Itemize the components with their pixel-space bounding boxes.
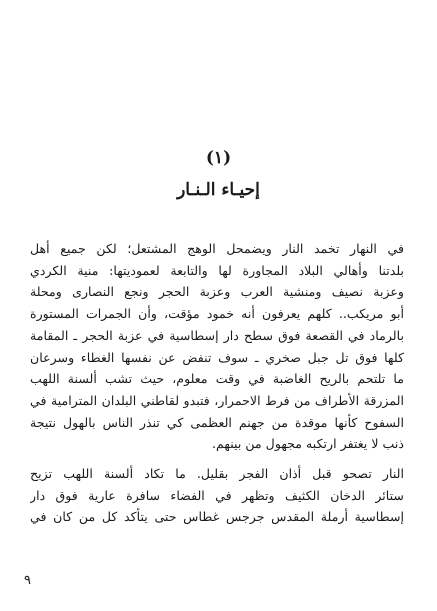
text-line: في النهار تخمد النار ويضمحل الوهج المشتعل؛ لكن جميع أهل <box>30 241 404 256</box>
body-text <box>30 238 404 528</box>
paragraph-2 <box>30 463 404 528</box>
text-line: ستائر الدخان الكثيف وتظهر في الفضاء سافرة عارية فوق دار <box>30 487 404 503</box>
text-line: إسطاسية أرملة المقدس جرجس غطاس حتى يتأكد كل من كان في <box>30 509 404 525</box>
text-line: أبو مريكب.. كلهم يعرفون أنه خمود مؤقت، وأن الجمرات المستورة <box>30 306 404 322</box>
text-line: بلدتنا وأهالي البلاد المجاورة لها والتابعة لعموديتها: منية الكردي <box>30 262 404 278</box>
chapter-title: إحيـاء الـنـار <box>177 180 260 200</box>
text-line: النار تصحو قبل أذان الفجر بقليل. ما تكاد ألسنة اللهب تزيح <box>30 466 404 482</box>
text-line: وعزبة نصيف ومنشية العرب وعزبة الحجر ونجع النصارى ومحلة <box>30 284 404 300</box>
text-line: ذنب لا يغتفر ارتكبه مجهول من بينهم. <box>212 436 404 452</box>
paragraph-1 <box>30 238 404 455</box>
text-line: المزرقة الأطراف من فرط الاحمرار، فتبدو لقاطني البلدان المترامية في <box>30 392 404 408</box>
text-line: ما تلتحم بالريح الغاضبة في وقت معلوم، حيث تشب ألسنة اللهب <box>30 371 404 387</box>
text-line: بالرماد في القصعة فوق سطح دار إسطاسية في عزبة الحجر ـ المقامة <box>30 327 404 343</box>
text-line: السفوح كأنها موقدة من جهنم العظمى كي تنذر الناس بالهول نتيجة <box>30 414 404 430</box>
chapter-number: (١) <box>205 148 232 168</box>
page-number: ٩ <box>24 573 31 588</box>
text-line: كلها فوق تل جبل صخري ـ سوف تنفض عن نفسها الغطاء وسرعان <box>30 349 404 365</box>
